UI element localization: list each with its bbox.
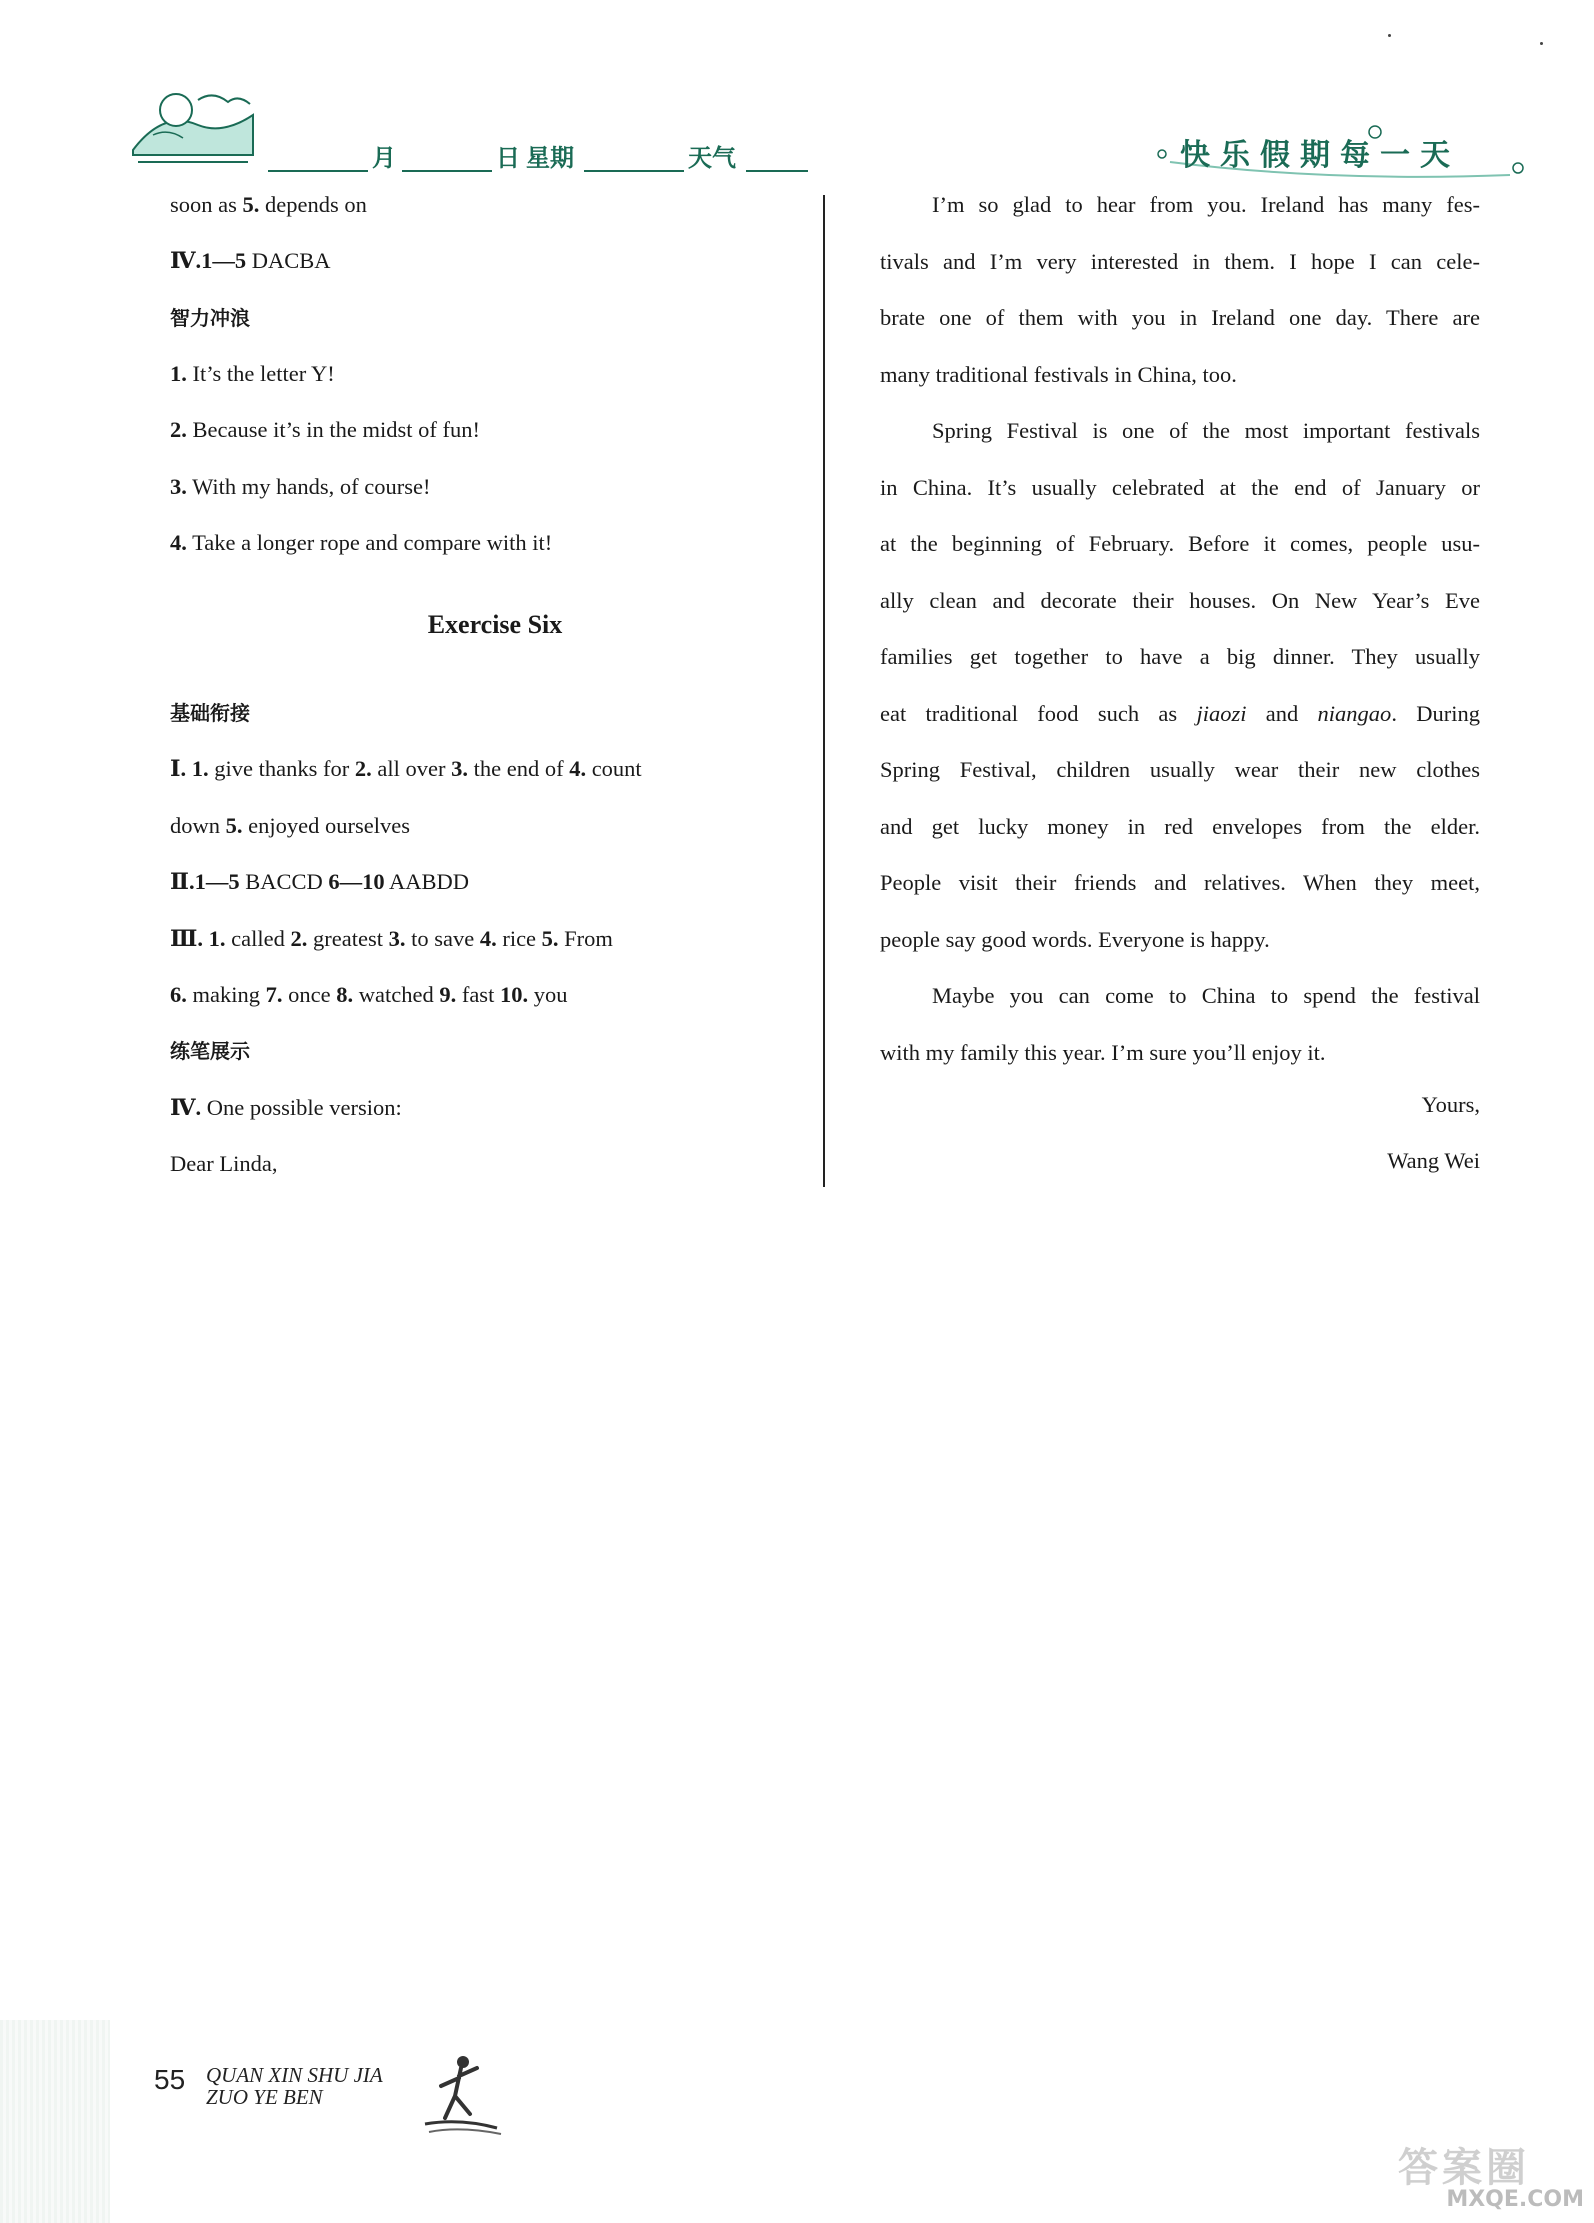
subsection-heading: 练笔展示 <box>170 1039 250 1064</box>
text-run: the end of <box>467 756 570 782</box>
text-run: Ⅳ. <box>170 1094 202 1120</box>
sun-landscape-icon <box>128 80 258 170</box>
answer-line <box>170 528 552 558</box>
text-run: 5. <box>242 192 260 217</box>
letter-line: many traditional festivals in China, too. <box>880 361 1237 387</box>
text-run: 7. <box>265 982 283 1007</box>
text-run: . During <box>1391 700 1480 726</box>
month-label: 月 <box>372 144 396 172</box>
letter-signature: Wang Wei <box>1387 1148 1480 1173</box>
text-run: people say good words. Everyone is happy. <box>880 926 1270 952</box>
weather-label: 天气 <box>688 144 736 172</box>
letter-line <box>880 416 1480 446</box>
letter-line <box>880 925 1480 955</box>
column-divider <box>823 195 825 1187</box>
subsection-heading: 智力冲浪 <box>170 305 250 330</box>
text-run: 1. <box>191 756 209 782</box>
text-run: 1. <box>208 925 226 951</box>
letter-line: tivals and I’m very interested in them. I hope I can cele- <box>880 248 1480 274</box>
text-run: 3. <box>451 756 468 782</box>
text-run: Take a longer rope and compare with it! <box>186 529 553 555</box>
text-run: Spring Festival, children usually wear their new clothes <box>880 757 1480 782</box>
letter-line <box>880 529 1480 559</box>
letter-line: brate one of them with you in Ireland one day. There are <box>880 305 1480 330</box>
header-slogan-area <box>1150 120 1530 190</box>
answer-line <box>170 867 469 897</box>
answer-line <box>170 190 367 220</box>
text-run: With my hands, of course! <box>186 473 431 499</box>
weekday-label: 星期 <box>526 144 574 172</box>
text-run: 5. <box>225 812 243 838</box>
text-run: Ⅳ.1—5 <box>170 248 247 274</box>
text-run: It’s the letter Y! <box>186 360 335 386</box>
text-run: watched <box>353 982 440 1007</box>
text-run: 3. <box>170 473 187 499</box>
text-run: and <box>1246 700 1318 726</box>
speck <box>1540 42 1543 45</box>
text-run: AABDD <box>384 869 470 895</box>
month-blank[interactable] <box>268 170 368 172</box>
text-run: Ⅲ. <box>170 925 204 951</box>
text-run: 6. <box>170 982 187 1007</box>
side-texture-strip <box>0 2020 110 2223</box>
text-run: and get lucky money in red envelopes from the elder. <box>880 813 1480 839</box>
answer-line <box>170 980 567 1010</box>
skier-icon <box>415 2048 505 2138</box>
answer-line <box>170 811 410 841</box>
letter-line: I’m so glad to hear from you. Ireland has many fes- <box>932 192 1480 217</box>
letter-line: Maybe you can come to China to spend the festival <box>932 983 1480 1008</box>
text-run: Spring Festival is one of the most important festivals <box>932 418 1480 443</box>
section-title: Exercise Six <box>427 610 563 639</box>
letter-line <box>880 812 1480 842</box>
text-run: 9. <box>439 982 457 1007</box>
book-title-line1: QUAN XIN SHU JIA <box>206 2063 383 2087</box>
text-run: 10. <box>499 982 529 1007</box>
book-title <box>206 2064 383 2108</box>
subsection-heading: 基础衔接 <box>170 701 250 725</box>
book-title-line2: ZUO YE BEN <box>206 2085 323 2109</box>
text-run: 2. <box>170 417 187 443</box>
text-run: rice <box>496 925 542 951</box>
text-run: jiaozi <box>1196 700 1247 726</box>
day-label: 日 <box>496 144 520 172</box>
answer-line <box>170 359 335 389</box>
text-run: BACCD <box>239 869 329 895</box>
text-run: once <box>282 982 337 1007</box>
text-run: Ⅱ.1—5 <box>170 869 240 895</box>
text-run: fast <box>456 982 500 1007</box>
text-run: at the beginning of February. Before it comes, people usu- <box>880 531 1480 556</box>
text-run: ally clean and decorate their houses. On New Year’s Eve <box>880 587 1480 613</box>
watermark-cn: 答案圈 <box>1398 2145 1530 2191</box>
letter-line <box>880 473 1480 503</box>
text-run: niangao <box>1317 700 1392 726</box>
text-run: 4. <box>479 925 497 951</box>
letter-line <box>880 699 1480 729</box>
letter-line <box>880 642 1480 672</box>
text-run: From <box>558 925 613 951</box>
answer-line <box>170 1149 277 1179</box>
text-run: eat traditional food such as <box>880 700 1197 726</box>
text-run: greatest <box>307 925 389 951</box>
text-run: making <box>186 982 266 1007</box>
weather-blank[interactable] <box>746 170 808 172</box>
text-run: 2. <box>354 756 372 782</box>
day-blank[interactable] <box>402 170 492 172</box>
letter-closing: Yours, <box>1421 1092 1480 1117</box>
answer-line <box>170 754 642 784</box>
letter-line <box>880 755 1480 785</box>
text-run: 3. <box>388 925 406 951</box>
text-run: give thanks for <box>208 756 355 782</box>
text-run: 2. <box>290 925 308 951</box>
weekday-blank[interactable] <box>584 170 684 172</box>
text-run: Because it’s in the midst of fun! <box>186 417 480 443</box>
text-run: One possible version: <box>201 1094 402 1120</box>
text-run: to save <box>405 925 480 951</box>
text-run: in China. It’s usually celebrated at the end of January or <box>880 474 1480 500</box>
letter-line: with my family this year. I’m sure you’ll enjoy it. <box>880 1039 1326 1065</box>
text-run: 1. <box>170 360 187 386</box>
header-date-area <box>128 80 768 180</box>
text-run: families get together to have a big dinner. They usually <box>880 644 1480 669</box>
text-run: all over <box>371 756 452 782</box>
text-run: 8. <box>336 982 354 1007</box>
letter-line <box>880 586 1480 616</box>
text-run: 5. <box>541 925 559 951</box>
text-run: count <box>586 756 642 782</box>
answer-line <box>170 1093 402 1123</box>
answer-line <box>170 415 480 445</box>
page-number: 55 <box>154 2064 186 2095</box>
speck <box>1388 34 1391 37</box>
text-run: soon as <box>170 192 243 217</box>
text-run: down <box>170 812 226 838</box>
text-run: Dear Linda, <box>170 1151 278 1177</box>
text-run: 6—10 <box>328 869 385 895</box>
watermark-site: MXQE.COM <box>1446 2187 1584 2212</box>
answer-line <box>170 472 431 502</box>
date-weather-line <box>268 136 868 176</box>
text-run: DACBA <box>246 248 331 274</box>
letter-line <box>880 868 1480 898</box>
text-run: People visit their friends and relatives. When they meet, <box>880 870 1480 895</box>
answer-line <box>170 924 613 954</box>
text-run: depends on <box>259 192 367 217</box>
text-run: called <box>225 925 291 951</box>
text-run: Ⅰ. <box>170 756 187 782</box>
watermark <box>1290 2130 1590 2220</box>
text-run: 4. <box>569 756 587 782</box>
text-run: enjoyed ourselves <box>242 812 410 838</box>
text-run: 4. <box>170 529 187 555</box>
answer-line <box>170 246 331 276</box>
text-run: you <box>528 982 568 1007</box>
slogan-text: 快乐假期每一天 <box>1180 138 1460 173</box>
